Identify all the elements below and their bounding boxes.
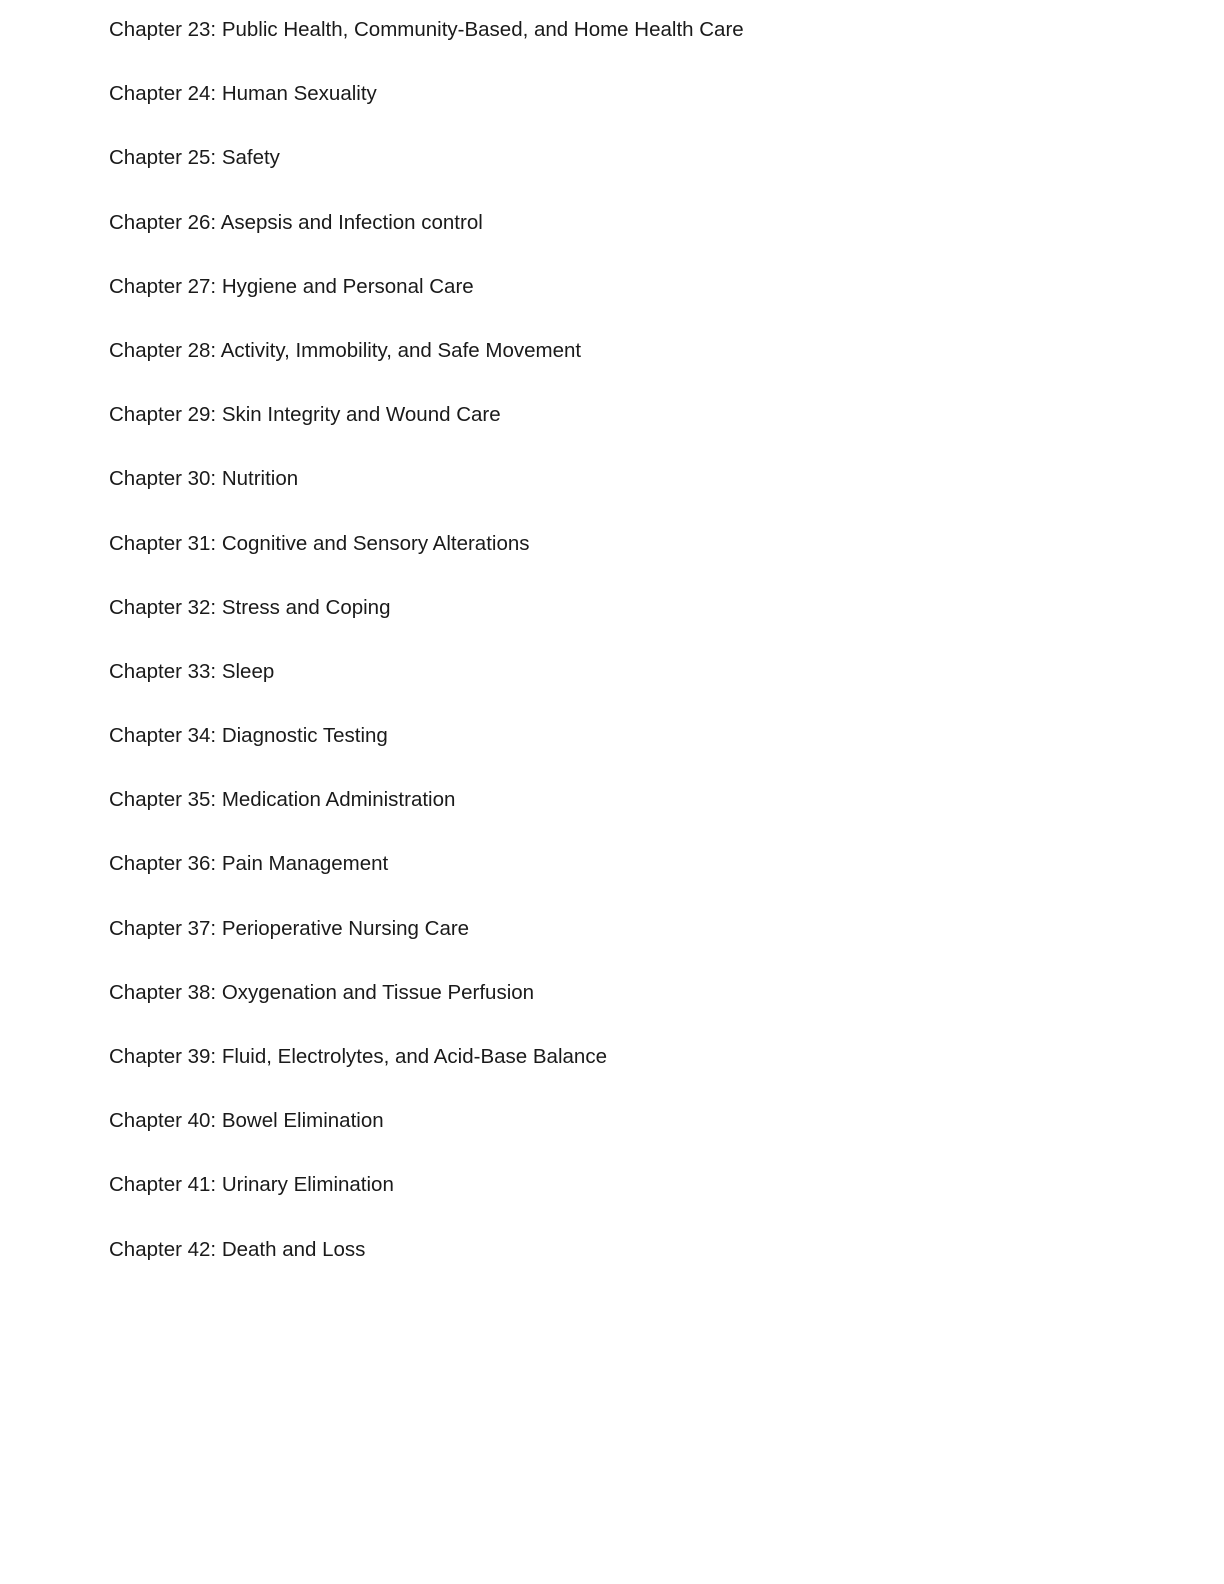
chapter-item: Chapter 27: Hygiene and Personal Care — [109, 274, 474, 298]
chapter-item: Chapter 40: Bowel Elimination — [109, 1109, 384, 1133]
chapter-item: Chapter 34: Diagnostic Testing — [109, 724, 388, 748]
chapter-item: Chapter 24: Human Sexuality — [109, 82, 377, 106]
chapter-item: Chapter 37: Perioperative Nursing Care — [109, 916, 470, 940]
chapter-item: Chapter 38: Oxygenation and Tissue Perfusion — [109, 980, 535, 1004]
chapter-item: Chapter 29: Skin Integrity and Wound Care — [109, 403, 501, 427]
chapter-item: Chapter 33: Sleep — [109, 659, 275, 683]
chapter-item: Chapter 23: Public Health, Community-Based, and Home Health Care — [109, 18, 744, 41]
chapter-item: Chapter 41: Urinary Elimination — [109, 1173, 394, 1197]
chapter-item: Chapter 36: Pain Management — [109, 852, 389, 876]
chapter-item: Chapter 35: Medication Administration — [109, 788, 456, 812]
chapter-item: Chapter 39: Fluid, Electrolytes, and Acid-Base Balance — [109, 1045, 607, 1068]
chapter-item: Chapter 30: Nutrition — [109, 467, 299, 491]
chapter-item: Chapter 42: Death and Loss — [109, 1237, 366, 1261]
chapter-item: Chapter 25: Safety — [109, 146, 280, 170]
chapter-item: Chapter 32: Stress and Coping — [109, 595, 391, 619]
chapter-list — [109, 18, 744, 1302]
chapter-item: Chapter 26: Asepsis and Infection control — [109, 210, 483, 234]
chapter-item: Chapter 31: Cognitive and Sensory Alterations — [109, 531, 530, 555]
chapter-item: Chapter 28: Activity, Immobility, and Safe Movement — [109, 338, 582, 362]
